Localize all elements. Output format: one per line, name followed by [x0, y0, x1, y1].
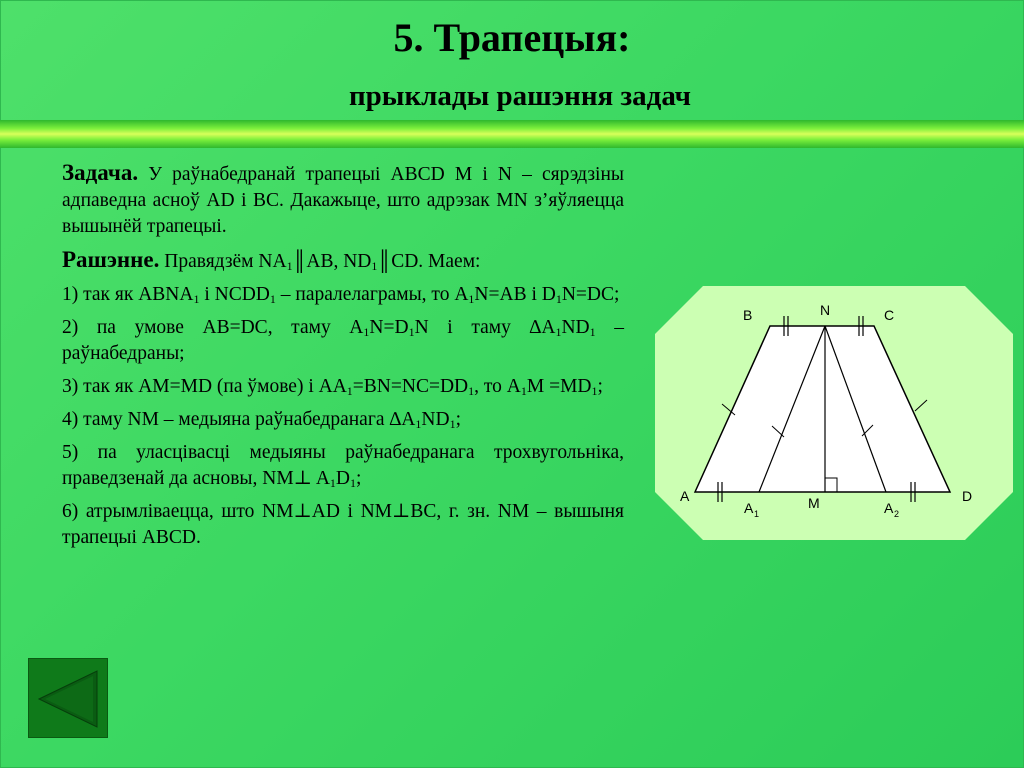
- label-c: C: [884, 307, 895, 323]
- label-a1-sub: 1: [754, 509, 760, 519]
- label-m: M: [808, 495, 820, 511]
- solution-text: [62, 160, 624, 558]
- solution-step-3: 3) так як AM=MD (па ўмове) і $AA_1=BN=NC=DD_1$, то $A_1M =MD_1$;: [62, 376, 603, 398]
- label-d: D: [962, 488, 973, 504]
- back-button[interactable]: [28, 658, 108, 738]
- problem-paragraph: [62, 160, 624, 240]
- solution-step-6: 6) атрымліваецца, што NM⊥AD і NM⊥BC, г. зн. NM – вышыня трапецыі ABCD.: [62, 501, 624, 548]
- solution-intro: Рашэнне. Правядзём $NA_1║AB$, $ND_1║CD$. Маем:: [62, 247, 481, 273]
- label-b: B: [743, 307, 753, 323]
- label-a2-sub: 2: [894, 509, 900, 519]
- solution-step-4: 4) таму NM – медыяна раўнабедранага $\Delta A_1ND_1$;: [62, 409, 461, 431]
- slide-title: 5. Трапецыя:: [393, 15, 631, 60]
- solution-step-1: 1) так як $ABNA_1$ і $NCDD_1$ – паралелаграмы, то $A_1N=AB$ і $D_1N=DC$;: [62, 284, 620, 306]
- label-a: A: [680, 488, 690, 504]
- slide-subtitle: прыклады рашэння задач: [348, 80, 692, 112]
- problem-text: У раўнабедранай трапецыі ABCD M і N – сярэдзіны адпаведна асноў AD і BC. Дакажыце, што адрэзак MN з’яўляецца вышынёй трапецыі.: [62, 164, 624, 237]
- title-divider: [0, 120, 1024, 148]
- trapezoid-figure: [655, 286, 1013, 540]
- label-a2: A: [884, 500, 894, 516]
- problem-label: Задача.: [62, 160, 139, 185]
- solution-step-2: 2) па умове AB=DC, таму $A_1N=D_1N$ і таму $\Delta A_1ND_1$ – раўнабедраны;: [62, 317, 624, 364]
- label-a1: A: [744, 500, 754, 516]
- label-n: N: [820, 302, 831, 318]
- triangle-left-icon: [29, 659, 107, 737]
- solution-label: Рашэнне.: [62, 247, 160, 272]
- solution-step-5: 5) па уласцівасці медыяны раўнабедранага трохвугольніка, праведзенай да асновы, NM⊥ $A_1D_1$;: [62, 442, 624, 490]
